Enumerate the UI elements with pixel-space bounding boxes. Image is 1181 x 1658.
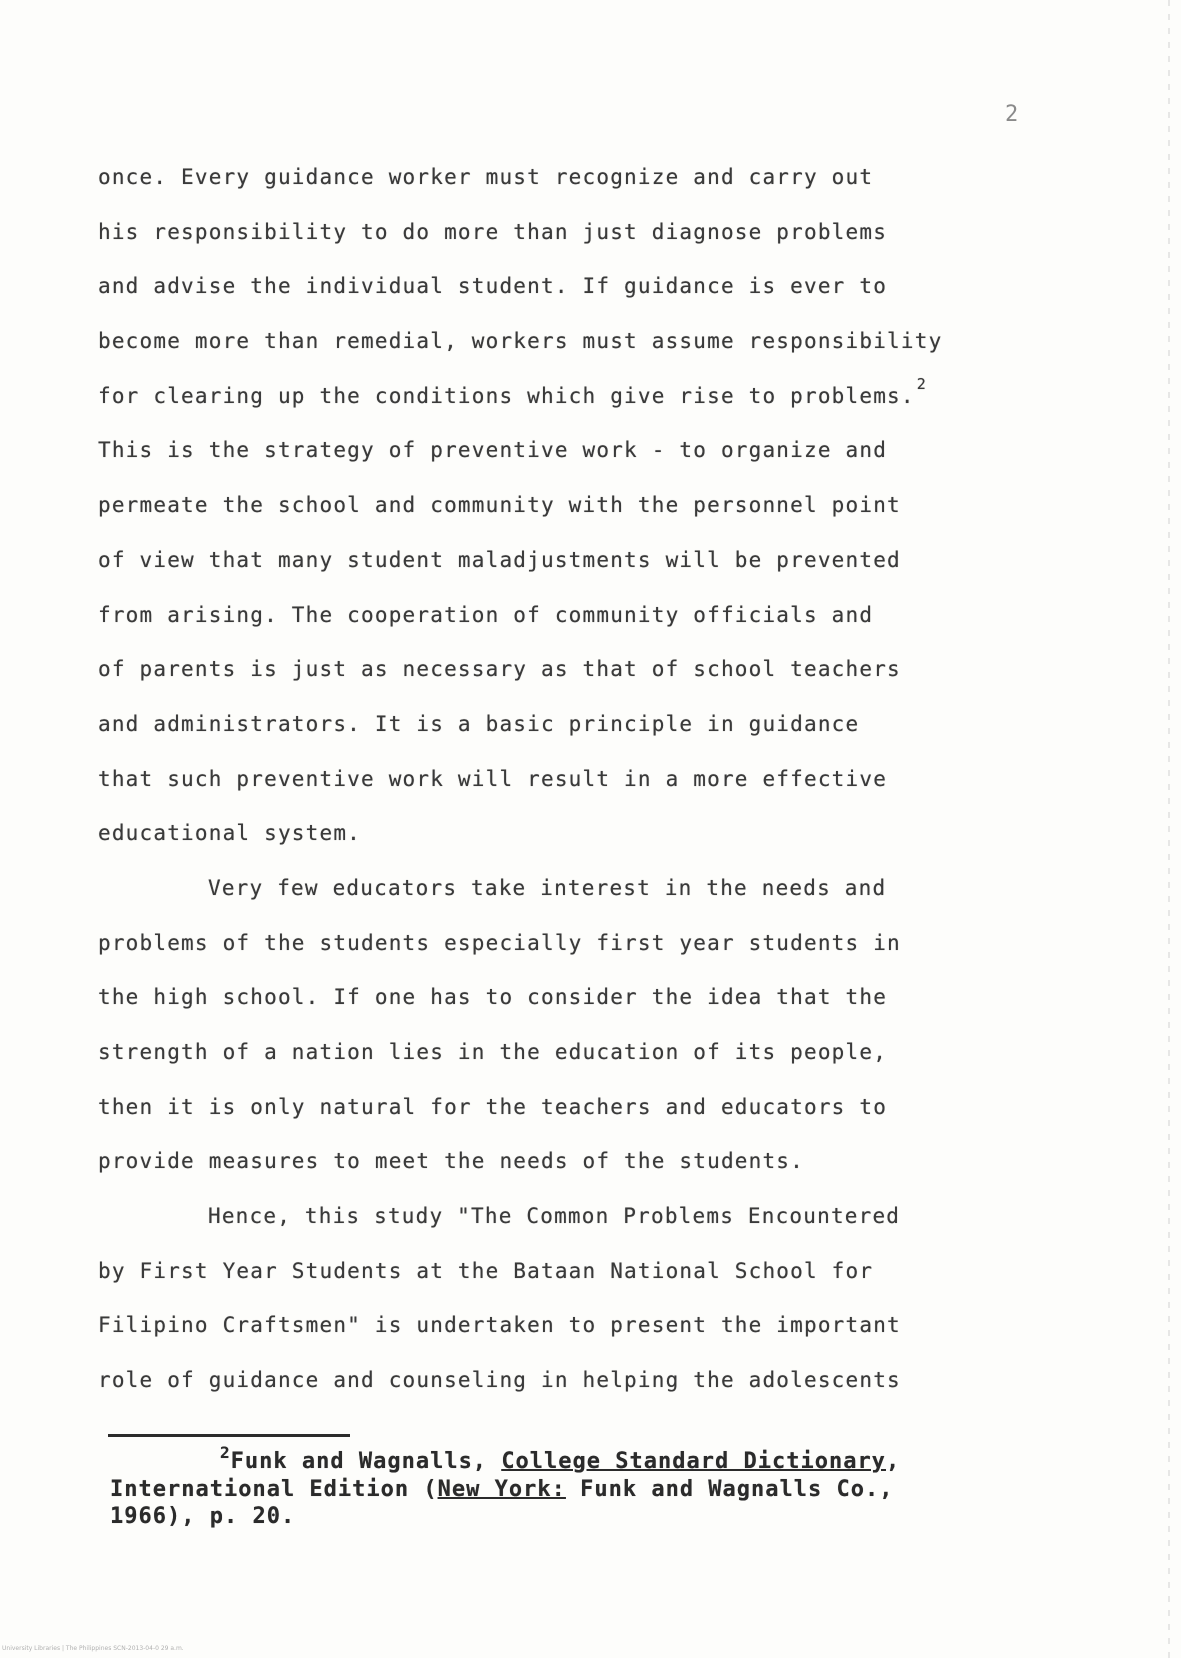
body-line-text: for clearing up the conditions which give rise to problems. (98, 383, 915, 408)
footnote-reference: 2 (916, 374, 927, 393)
body-line: once. Every guidance worker must recognize and carry out (98, 165, 874, 189)
body-line: educational system. (98, 821, 362, 846)
body-line: his responsibility to do more than just diagnose problems (98, 219, 888, 244)
body-text (98, 150, 1058, 1408)
scan-edge-artifact (1168, 0, 1170, 1658)
footnote-publisher: Funk and Wagnalls Co., (565, 1477, 894, 1502)
body-line: and advise the individual student. If guidance is ever to (98, 274, 888, 299)
footnote-punct: , (885, 1449, 901, 1474)
body-line: problems of the students especially first year students in (98, 930, 901, 955)
body-line-with-footnote (98, 369, 1058, 424)
body-line: role of guidance and counseling in helping the adolescents (98, 1368, 901, 1393)
body-line: and administrators. It is a basic principle in guidance (98, 711, 860, 736)
footnote-divider (108, 1434, 350, 1437)
footnote-number: 2 (220, 1443, 231, 1462)
body-line: provide measures to meet the needs of the students. (98, 1149, 804, 1174)
body-line: that such preventive work will result in a more effective (98, 766, 888, 791)
footnote-line (110, 1476, 1050, 1503)
footnote-place: New York: (437, 1477, 566, 1502)
body-line: of parents is just as necessary as that of school teachers (98, 657, 901, 682)
body-line: Filipino Craftsmen" is undertaken to present the important (98, 1313, 901, 1338)
page-number: 2 (1005, 102, 1019, 127)
footnote (110, 1443, 1050, 1530)
body-line: This is the strategy of preventive work - to organize and (98, 438, 888, 463)
footnote-title: College Standard Dictionary (501, 1449, 886, 1474)
body-line: permeate the school and community with the personnel point (98, 493, 901, 518)
footnote-edition: International Edition ( (110, 1477, 438, 1502)
body-line: then it is only natural for the teachers and educators to (98, 1094, 888, 1119)
footnote-authors: Funk and Wagnalls, (230, 1449, 502, 1474)
paragraph-start-line: Very few educators take interest in the needs and (208, 875, 887, 900)
paragraph-start-line: Hence, this study "The Common Problems Encountered (208, 1204, 901, 1229)
body-line: from arising. The cooperation of community officials and (98, 602, 874, 627)
body-line: become more than remedial, workers must assume responsibility (98, 329, 943, 354)
body-line: strength of a nation lies in the education of its people, (98, 1040, 888, 1064)
body-line: the high school. If one has to consider the idea that the (98, 985, 888, 1010)
body-line: by First Year Students at the Bataan National School for (98, 1258, 874, 1283)
footnote-line: 1966), p. 20. (110, 1504, 296, 1529)
footnote-line (110, 1443, 1050, 1476)
archive-footer: University Libraries | The Philippines SCN-2013-04-0 29 a.m. (2, 1645, 184, 1652)
body-line: of view that many student maladjustments will be prevented (98, 547, 901, 572)
